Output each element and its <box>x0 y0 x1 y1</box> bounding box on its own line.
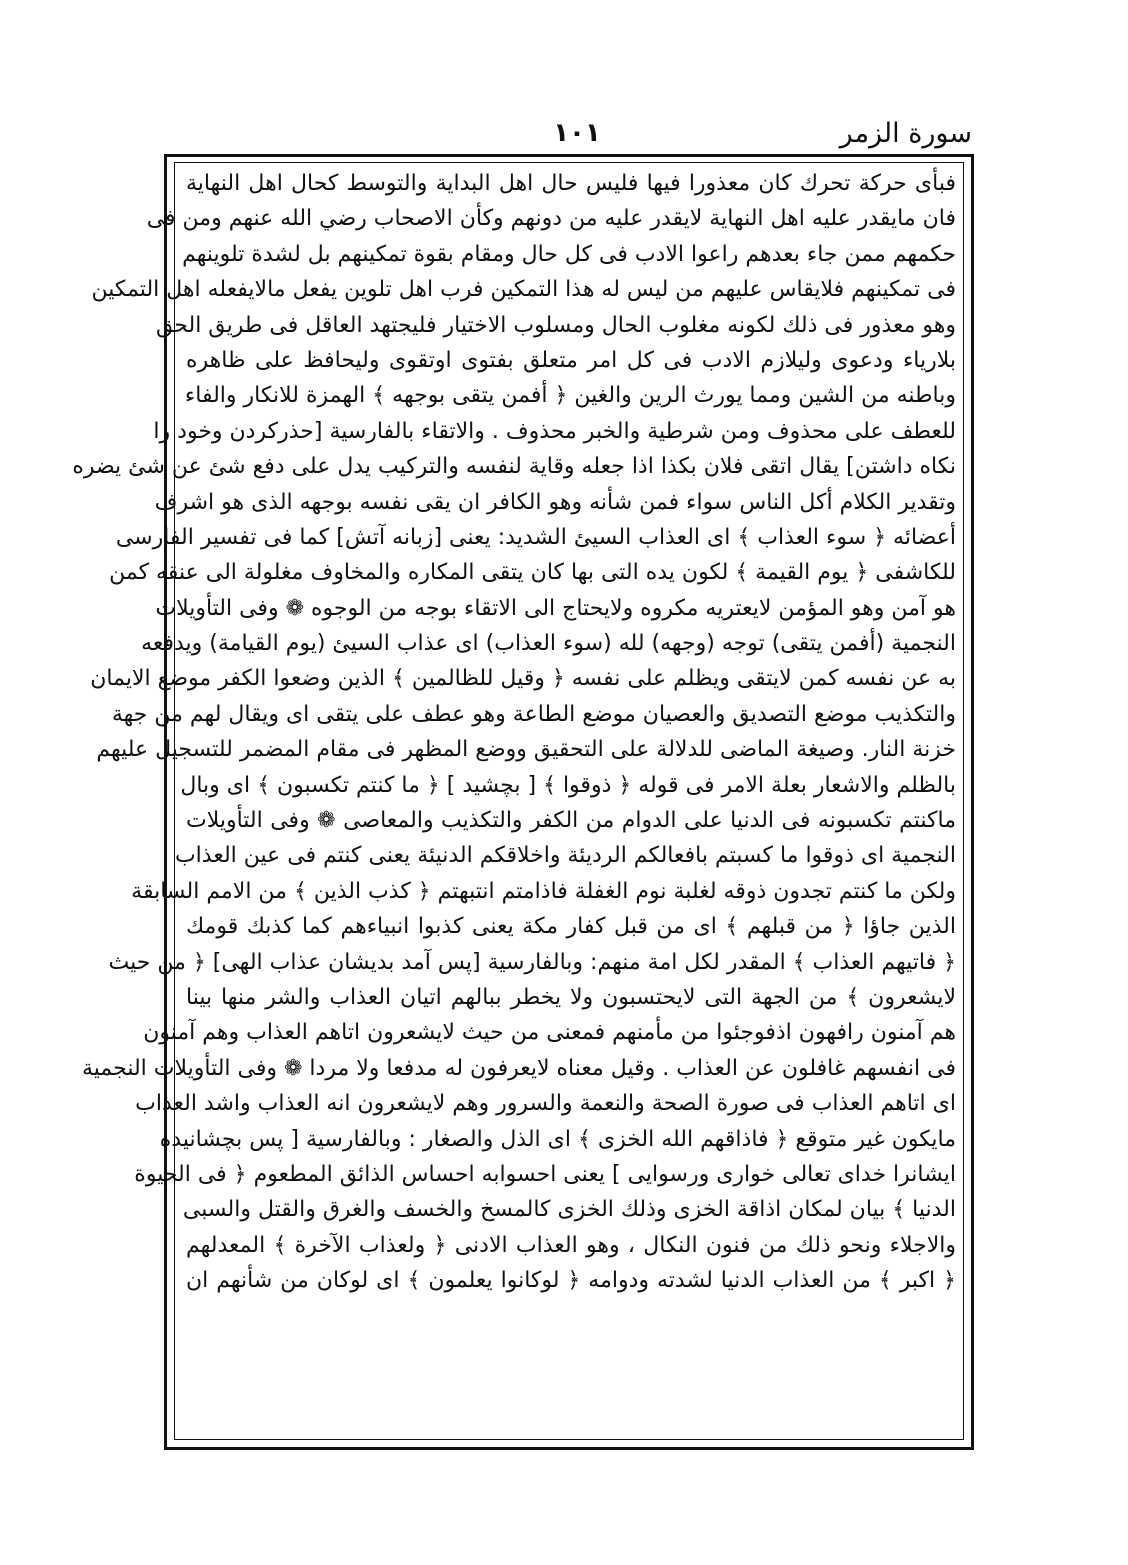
text-line: للكاشفى ﴿ يوم القيمة ﴾ لكون يده التى بها كان يتقى المكاره والمخاوف مغلولة الى عنقه كمن <box>109 560 956 586</box>
text-line: الدنيا ﴾ بيان لمكان اذاقة الخزى وذلك الخزى كالمسخ والخسف والغرق والقتل والسبى <box>182 1197 956 1223</box>
text-line: نكاه داشتن] يقال اتقى فلان بكذا اذا جعله وقاية لنفسه والتركيب يدل على دفع شئ عن شئ يضره <box>72 454 956 480</box>
text-line: اى اتاهم العذاب فى صورة الصحة والنعمة والسرور وهم لايشعرون انه العذاب واشد العذاب <box>135 1091 956 1117</box>
text-line: فى انفسهم غافلون عن العذاب . وقيل معناه لايعرفون له مدفعا ولا مردا ❁ وفى التأويلات النجمية <box>81 1055 956 1081</box>
text-line: ﴿ فاتيهم العذاب ﴾ المقدر لكل امة منهم: وبالفارسية [پس آمد بديشان عذاب الهى] ﴿ من حيث <box>108 949 956 975</box>
text-line: خزنة النار. وصيغة الماضى للدلالة على التحقيق ووضع المظهر فى مقام المضمر للتسجيل عليهم <box>96 737 956 763</box>
text-line: هم آمنون رافهون اذفوجئوا من مأمنهم فمعنى من حيث لايشعرون اتاهم العذاب وهم آمنون <box>143 1020 956 1046</box>
text-line: ايشانرا خداى تعالى خوارى ورسوايى ] يعنى احسوابه احساس الذائق المطعوم ﴿ فى الحيوة <box>134 1161 956 1187</box>
text-line: حكمهم ممن جاء بعدهم راعوا الادب فى كل حال ومقام بقوة تمكينهم بل لشدة تلوينهم <box>182 241 956 267</box>
text-line: وباطنه من الشين ومما يورث الرين والغين ﴿ أفمن يتقى بوجهه ﴾ الهمزة للانكار والفاء <box>184 383 956 409</box>
text-line: لايشعرون ﴾ من الجهة التى لايحتسبون ولا يخطر ببالهم اتيان العذاب والشر منها بينا <box>186 984 956 1010</box>
text-line: مايكون غير متوقع ﴿ فاذاقهم الله الخزى ﴾ اى الذل والصغار : وبالفارسية [ پس بچشانيده <box>159 1126 956 1152</box>
page-number: ١٠١ <box>553 118 601 148</box>
text-line: أعضائه ﴿ سوء العذاب ﴾ اى العذاب السيئ الشديد: يعنى [زبانه آتش] كما فى تفسير الفارسى <box>115 524 956 550</box>
text-line: بالظلم والاشعار بعلة الامر فى قوله ﴿ ذوقوا ﴾ [ بچشيد ] ﴿ ما كنتم تكسبون ﴾ اى وبال <box>180 772 956 798</box>
text-line: فبأى حركة تحرك كان معذورا فيها فليس حال اهل البداية والتوسط كحال اهل النهاية <box>186 171 956 196</box>
text-line: النجمية اى ذوقوا ما كسبتم بافعالكم الرديئة واخلاقكم الدنيئة يعنى كنتم فى عين العذاب <box>174 843 956 869</box>
text-line: ماكنتم تكسبونه فى الدنيا على الدوام من الكفر والتكذيب والمعاصى ❁ وفى التأويلات <box>186 808 956 834</box>
text-line: وتقدير الكلام أكل الناس سواء فمن شأنه وهو الكافر ان يقى نفسه بوجهه الذى هو اشرف <box>154 489 956 515</box>
text-line: ولكن ما كنتم تجدون ذوقه لغلبة نوم الغفلة فاذامتم انتبهتم ﴿ كذب الذين ﴾ من الامم السابقة <box>131 878 956 904</box>
text-line: بلارياء ودعوى وليلازم الادب فى كل امر متعلق بفتوى اوتقوى وليحافظ على ظاهره <box>186 347 956 373</box>
text-line: هو آمن وهو المؤمن لايعتريه مكروه ولايحتاج الى الاتقاء بوجه من الوجوه ❁ وفى التأويلات <box>155 595 956 621</box>
page-header <box>162 118 972 158</box>
text-line: الذين جاؤا ﴿ من قبلهم ﴾ اى من قبل كفار مكة يعنى كذبوا انبياءهم كما كذبك قومك <box>186 914 956 940</box>
text-line: فان مايقدر عليه اهل النهاية لايقدر عليه من دونهم وكأن الاصحاب رضي الله عنهم ومن فى <box>146 206 956 232</box>
surah-title: سورة الزمر <box>839 118 972 149</box>
body-text <box>72 166 956 1436</box>
text-line: النجمية (أفمن يتقى) توجه (وجهه) لله (سوء العذاب) اى عذاب السيئ (يوم القيامة) ويدفعه <box>141 631 956 657</box>
text-line: للعطف على محذوف ومن شرطية والخبر محذوف . والاتقاء بالفارسية [حذركردن وخود را <box>153 418 956 444</box>
text-line: ﴿ اكبر ﴾ من العذاب الدنيا لشدته ودوامه ﴿ لوكانوا يعلمون ﴾ اى لوكان من شأنهم ان <box>186 1268 956 1294</box>
text-line: والتكذيب موضع التصديق والعصيان موضع الطاعة وهو عطف على يتقى اى ويقال لهم من جهة <box>111 701 956 727</box>
text-line: وهو معذور فى ذلك لكونه مغلوب الحال ومسلوب الاختيار فليجتهد العاقل فى طريق الحق <box>155 312 956 338</box>
text-line: به عن نفسه كمن لايتقى ويظلم على نفسه ﴿ وقيل للظالمين ﴾ الذين وضعوا الكفر موضع الايمان <box>90 666 956 692</box>
text-line: والاجلاء ونحو ذلك من فنون النكال ، وهو العذاب الادنى ﴿ ولعذاب الآخرة ﴾ المعدلهم <box>186 1232 956 1258</box>
text-line: فى تمكينهم فلايقاس عليهم من ليس له هذا التمكين فرب اهل تلوين يفعل مالايفعله اهل التمكين <box>91 277 956 303</box>
